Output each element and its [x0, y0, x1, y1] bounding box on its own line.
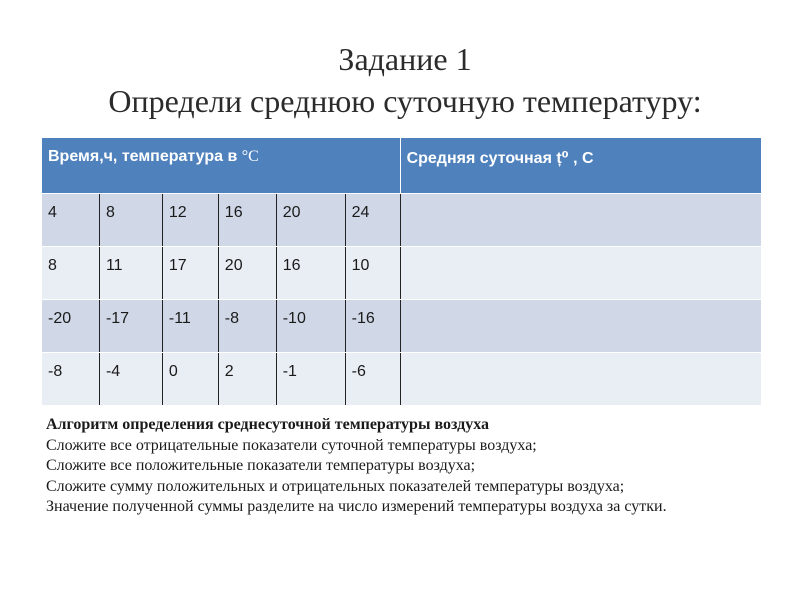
- table-cell: 8: [42, 247, 100, 300]
- table-row: [42, 194, 762, 247]
- table-cell: 8: [99, 194, 162, 247]
- table-cell: 12: [162, 194, 218, 247]
- temperature-table: [41, 137, 762, 406]
- table-cell: 20: [218, 247, 276, 300]
- table-cell: -8: [42, 353, 100, 406]
- average-answer-cell: [400, 300, 761, 353]
- algorithm-step: Сложите все отрицательные показатели суточной температуры воздуха;: [46, 436, 537, 454]
- table-cell: -4: [99, 353, 162, 406]
- algorithm-step: Сложите сумму положительных и отрицательных показателей температуры воздуха;: [46, 477, 625, 495]
- table-cell: -20: [42, 300, 100, 353]
- task-number: Задание 1: [338, 41, 472, 77]
- table-cell: -1: [276, 353, 345, 406]
- table-cell: 2: [218, 353, 276, 406]
- header-time-temperature: Время,ч, температура в °С: [42, 138, 401, 194]
- table-cell: 4: [42, 194, 100, 247]
- table-row: [42, 247, 762, 300]
- algorithm-heading: Алгоритм определения среднесуточной температуры воздуха: [46, 416, 489, 433]
- algorithm-step: Значение полученной суммы разделите на число измерений температуры воздуха за сутки.: [46, 498, 667, 515]
- table-cell: -17: [99, 300, 162, 353]
- average-answer-cell: [400, 353, 761, 406]
- table-cell: 20: [276, 194, 345, 247]
- table-cell: -8: [218, 300, 276, 353]
- table-cell: 17: [162, 247, 218, 300]
- task-instruction: Определи среднюю суточную температуру:: [108, 83, 702, 119]
- table-cell: -16: [345, 300, 400, 353]
- table-cell: 16: [218, 194, 276, 247]
- table-cell: -6: [345, 353, 400, 406]
- table-row: [42, 300, 762, 353]
- algorithm-step: Сложите все положительные показатели температуры воздуха;: [46, 457, 476, 474]
- table-cell: 16: [276, 247, 345, 300]
- table-header-row: [42, 138, 762, 194]
- table-cell: 11: [99, 247, 162, 300]
- table-row: [42, 353, 762, 406]
- table-cell: -10: [276, 300, 345, 353]
- algorithm-text: [46, 415, 776, 518]
- table-cell: 24: [345, 194, 400, 247]
- celsius-unit: °С: [241, 148, 259, 165]
- average-answer-cell: [400, 247, 761, 300]
- slide-title: [0, 38, 800, 122]
- average-answer-cell: [400, 194, 761, 247]
- table-cell: -11: [162, 300, 218, 353]
- table-cell: 0: [162, 353, 218, 406]
- table-cell: 10: [345, 247, 400, 300]
- header-daily-average: Средняя суточная ț⁰ , С: [400, 138, 761, 194]
